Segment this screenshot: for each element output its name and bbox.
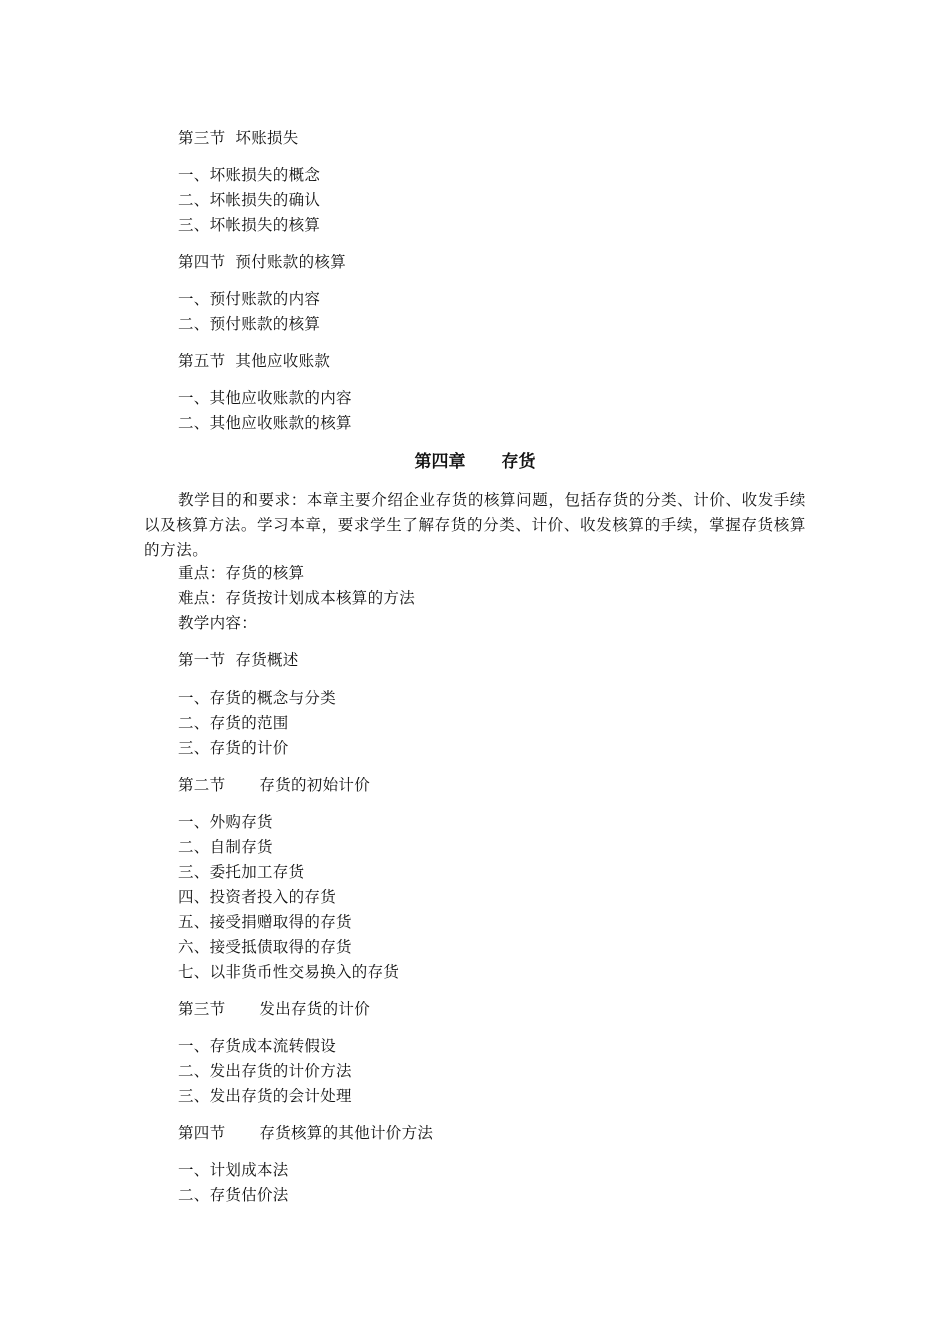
section-title: 存货概述: [235, 651, 299, 669]
section-title: 存货核算的其他计价方法: [259, 1124, 434, 1142]
section-heading: [178, 1123, 433, 1143]
section-number: 第三节: [178, 129, 226, 147]
list-item: 三、坏帐损失的核算: [178, 216, 321, 234]
section-heading: [178, 650, 299, 670]
section-title: 存货的初始计价: [259, 776, 371, 794]
list-item: 二、存货的范围: [178, 714, 289, 732]
section-number: 第四节: [178, 1124, 226, 1142]
list-item: 一、计划成本法: [178, 1161, 289, 1179]
section-title: 其他应收账款: [235, 352, 331, 370]
list-item: 三、发出存货的会计处理: [178, 1087, 352, 1105]
list-item: 二、其他应收账款的核算: [178, 414, 352, 432]
list-item: 一、存货的概念与分类: [178, 689, 337, 707]
section-title: 发出存货的计价: [259, 1000, 371, 1018]
list-item: 五、接受捐赠取得的存货: [178, 913, 352, 931]
list-item: 七、以非货币性交易换入的存货: [178, 963, 400, 981]
list-item: 二、预付账款的核算: [178, 315, 321, 333]
section-number: 第二节: [178, 776, 226, 794]
content-label: 教学内容：: [178, 614, 258, 632]
section-heading: [178, 252, 346, 272]
chapter-number: 第四章: [414, 452, 466, 472]
list-item: 一、预付账款的内容: [178, 290, 321, 308]
section-heading: [178, 775, 370, 795]
list-item: 三、存货的计价: [178, 739, 289, 757]
list-item: 四、投资者投入的存货: [178, 888, 337, 906]
chapter-heading: [0, 451, 950, 473]
section-number: 第一节: [178, 651, 226, 669]
list-item: 六、接受抵债取得的存货: [178, 938, 352, 956]
section-heading: [178, 351, 330, 371]
section-number: 第五节: [178, 352, 226, 370]
section-title: 预付账款的核算: [235, 253, 347, 271]
section-heading: [178, 999, 370, 1019]
objective-paragraph: 教学目的和要求：本章主要介绍企业存货的核算问题，包括存货的分类、计价、收发手续以及核算方法。学习本章，要求学生了解存货的分类、计价、收发核算的手续，掌握存货核算的方法。: [144, 491, 806, 559]
section-number: 第四节: [178, 253, 226, 271]
list-item: 二、自制存货: [178, 838, 273, 856]
list-item: 二、坏帐损失的确认: [178, 191, 321, 209]
chapter-title: 存货: [501, 452, 536, 472]
difficulty: 难点：存货按计划成本核算的方法: [178, 589, 416, 607]
list-item: 一、外购存货: [178, 813, 273, 831]
list-item: 一、坏账损失的概念: [178, 166, 321, 184]
list-item: 二、发出存货的计价方法: [178, 1062, 352, 1080]
list-item: 一、存货成本流转假设: [178, 1037, 337, 1055]
key-point: 重点：存货的核算: [178, 564, 305, 582]
list-item: 二、存货估价法: [178, 1186, 289, 1204]
section-heading: [178, 128, 299, 148]
list-item: 一、其他应收账款的内容: [178, 389, 352, 407]
section-number: 第三节: [178, 1000, 226, 1018]
section-title: 坏账损失: [235, 129, 299, 147]
list-item: 三、委托加工存货: [178, 863, 305, 881]
